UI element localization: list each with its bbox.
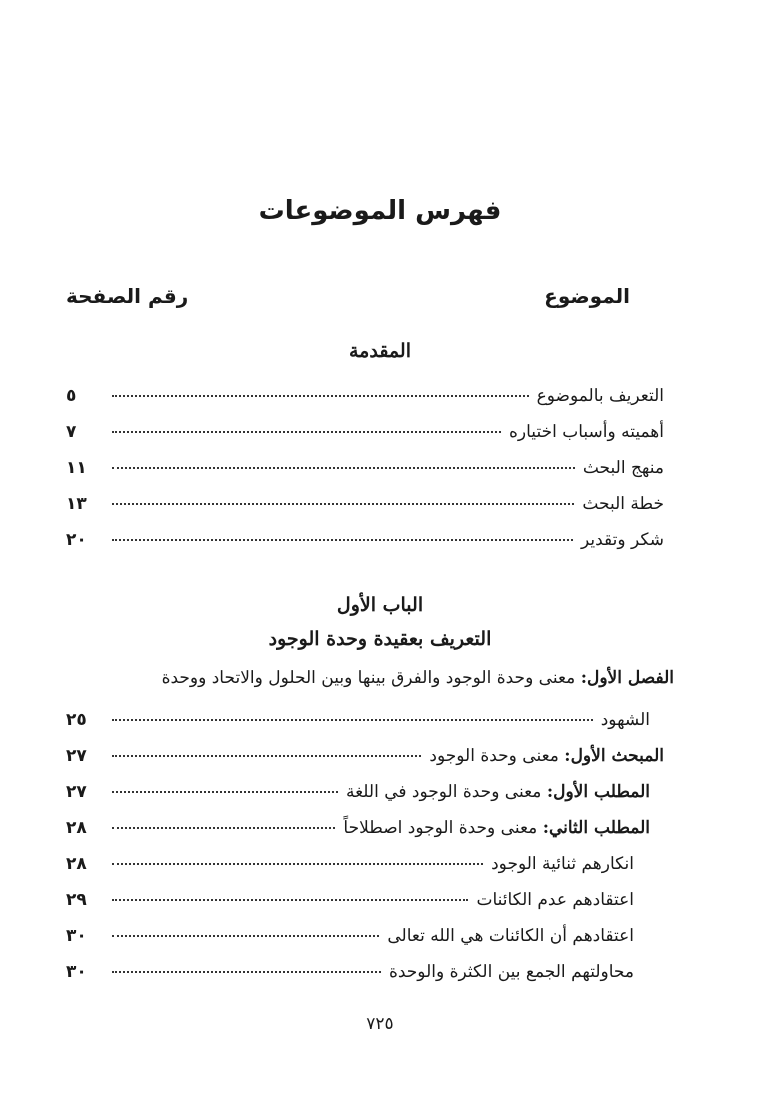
page-column-header: رقم الصفحة xyxy=(66,284,189,308)
toc-entry-page: ٣٠ xyxy=(66,926,87,946)
toc-entry[interactable] xyxy=(66,444,674,478)
toc-entry-page: ٧ xyxy=(66,422,77,442)
toc-entry-label: اعتقادهم عدم الكائنات xyxy=(476,890,634,910)
leader-dots xyxy=(112,971,381,973)
toc-entry-label: معنى وحدة الوجود xyxy=(429,746,559,766)
toc-entry-label: محاولتهم الجمع بين الكثرة والوحدة xyxy=(388,962,634,982)
toc-entry-page: ٥ xyxy=(66,386,77,406)
toc-entry-page: ١٣ xyxy=(66,494,87,514)
toc-entry[interactable] xyxy=(66,768,674,802)
subject-column-header: الموضوع xyxy=(544,284,630,308)
toc-entry-label: الشهود xyxy=(600,710,650,730)
leader-dots xyxy=(112,935,379,937)
toc-entry-prefix: المطلب الثاني: xyxy=(542,818,650,838)
toc-entry[interactable] xyxy=(66,876,674,910)
toc-entry[interactable] xyxy=(66,696,674,730)
toc-entry-label: اعتقادهم أن الكائنات هي الله تعالى xyxy=(387,926,634,946)
toc-entry-page: ٢٨ xyxy=(66,854,87,874)
leader-dots xyxy=(112,431,501,433)
part-heading: الباب الأول xyxy=(336,594,424,616)
toc-entry-label: معنى وحدة الوجود اصطلاحاً xyxy=(343,818,538,838)
toc-entry-label: انكارهم ثنائية الوجود xyxy=(491,854,634,874)
toc-entry[interactable] xyxy=(66,372,674,406)
leader-dots xyxy=(112,863,483,865)
toc-entry[interactable] xyxy=(66,840,674,874)
toc-entry-page: ١١ xyxy=(66,458,87,478)
toc-entry-label: منهج البحث xyxy=(582,458,664,478)
toc-entry-page: ٢٧ xyxy=(66,746,87,766)
leader-dots xyxy=(112,503,574,505)
toc-entry-page: ٣٠ xyxy=(66,962,87,982)
toc-entry[interactable] xyxy=(66,732,674,766)
toc-entry-prefix: المبحث الأول: xyxy=(564,746,664,766)
toc-entry[interactable] xyxy=(66,408,674,442)
leader-dots xyxy=(112,791,338,793)
chapter-entry-line1[interactable] xyxy=(100,668,674,688)
toc-entry-page: ٢٧ xyxy=(66,782,87,802)
page-title: فهرس الموضوعات xyxy=(258,196,502,226)
toc-entry[interactable] xyxy=(66,480,674,514)
leader-dots xyxy=(112,395,529,397)
toc-entry[interactable] xyxy=(66,912,674,946)
toc-entry-page: ٢٨ xyxy=(66,818,87,838)
footer-page-number: ٧٢٥ xyxy=(366,1014,394,1034)
toc-entry-label: أهميته وأسباب اختياره xyxy=(509,422,664,442)
toc-entry[interactable] xyxy=(66,804,674,838)
intro-heading: المقدمة xyxy=(348,340,411,362)
part-subheading: التعريف بعقيدة وحدة الوجود xyxy=(268,628,492,650)
leader-dots xyxy=(112,719,593,721)
leader-dots xyxy=(112,467,575,469)
toc-entry-label: شكر وتقدير xyxy=(581,530,664,550)
toc-entry-prefix: المطلب الأول: xyxy=(546,782,650,802)
leader-dots xyxy=(112,755,421,757)
toc-entry-page: ٢٩ xyxy=(66,890,87,910)
toc-entry-page: ٢٥ xyxy=(66,710,87,730)
toc-entry-label: معنى وحدة الوجود في اللغة xyxy=(345,782,542,802)
leader-dots xyxy=(112,827,335,829)
chapter-prefix: الفصل الأول: xyxy=(580,668,674,688)
toc-entry-page: ٢٠ xyxy=(66,530,87,550)
toc-entry-label: التعريف بالموضوع xyxy=(536,386,664,406)
toc-entry[interactable] xyxy=(66,516,674,550)
toc-entry[interactable] xyxy=(66,948,674,982)
chapter-text: معنى وحدة الوجود والفرق بينها وبين الحلول والاتحاد ووحدة xyxy=(161,668,576,688)
leader-dots xyxy=(112,899,468,901)
leader-dots xyxy=(112,539,573,541)
toc-entry-label: خطة البحث xyxy=(582,494,664,514)
